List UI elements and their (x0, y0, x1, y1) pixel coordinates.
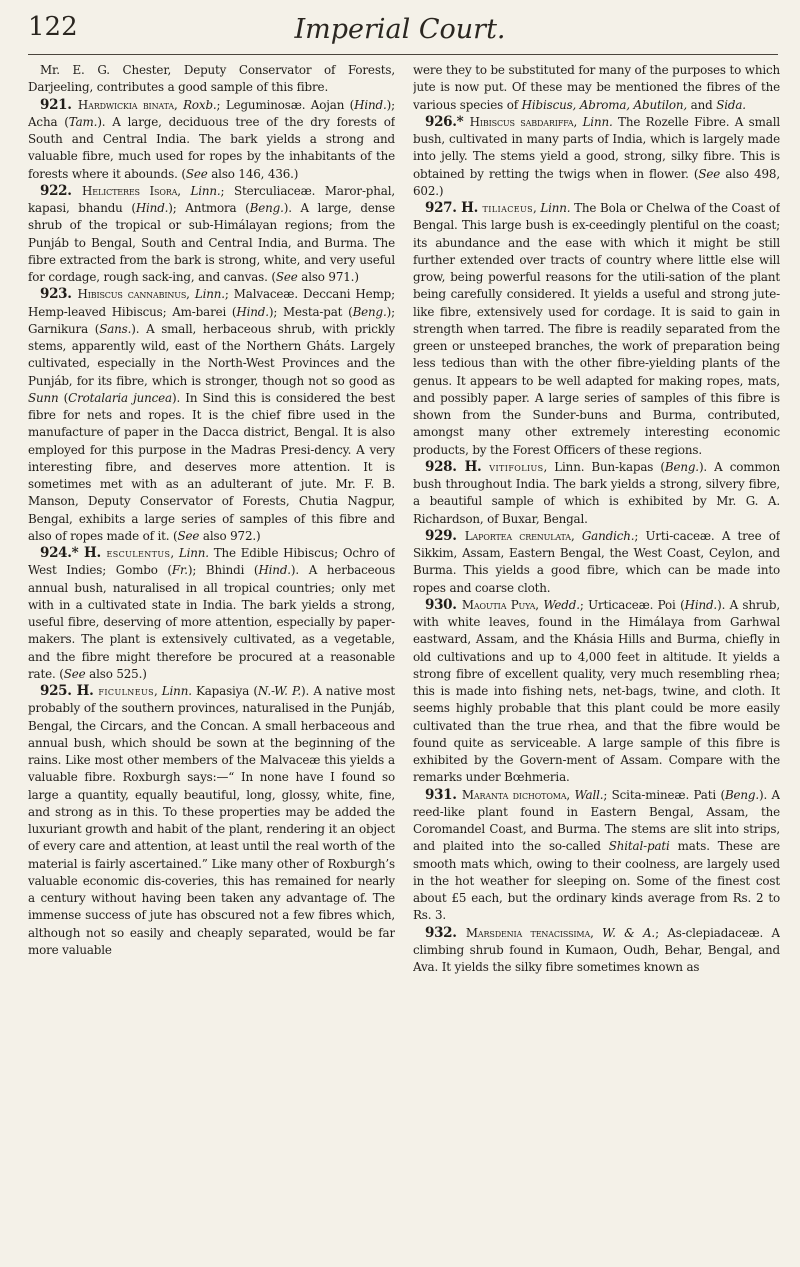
entry-text: The Edible Hibiscus; Ochro of West Indies; Gombo ( (28, 546, 395, 578)
species-name: Maoutia Puya (461, 597, 536, 612)
entry-text: ( (58, 390, 69, 405)
entry-text: Roxb. (183, 97, 217, 112)
entry-text: Sans. (99, 321, 132, 336)
entry-paragraph (28, 97, 395, 183)
entry-number: 930. (425, 596, 462, 613)
right-column (413, 62, 780, 1257)
entry-number: H. (461, 200, 483, 216)
entry-text: ). A large, dense shrub of the tropical or sub-Himálayan regions; from the Punjáb to Bengal, South and Central India, and Burma. The fibre extracted from the bark is strong, white, and very useful for cordage, rough sack-ing, and canvas. ( (28, 201, 395, 284)
entry-text: Hind. (236, 304, 269, 319)
entry-text: Linn. (190, 183, 221, 198)
entry-paragraph (28, 545, 395, 683)
entry-text: Wedd. (543, 597, 580, 612)
entry-number: H. (76, 683, 99, 699)
entry-text: , (174, 97, 184, 112)
entry-paragraph (28, 62, 395, 97)
entry-text: ; Malvaceæ. Deccani Hemp; Hemp-leaved Hibiscus; Am-barei ( (28, 287, 395, 319)
entry-paragraph (413, 787, 780, 925)
entry-text: Sida. (716, 97, 746, 112)
entry-text: The Rozelle Fibre. A small bush, cultivated in many parts of India, which is largely made into jelly. The stems yield a good, strong, silky fibre. This is obtained by retting the twigs when in flower. ( (413, 114, 780, 181)
page-number: 122 (28, 12, 78, 42)
entry-text: , (177, 183, 191, 198)
species-name: Hardwickia binata (77, 97, 174, 112)
entry-text: Mr. E. G. Chester, Deputy Conservator of Forests, Darjeeling, contributes a good sample of this fibre. (28, 63, 395, 95)
entry-text: Beng. (724, 787, 760, 802)
species-name: Hibiscus sabdariffa (469, 114, 574, 129)
entry-text: mats. These are smooth mats which, owing to their coolness, are largely used in the hot weather for sleeping on. Some of the finest cost about £5 each, but the ordinary kinds average from Rs. 2 to Rs. 3. (413, 839, 780, 923)
entry-text: ). A native most probably of the southern provinces, naturalised in the Punjáb, Bengal, the Circars, and the Concan. A small herbaceous and annual bush, which should be sown at the beginning of the rains. Like most other members of the Malvaceæ this yields a valuable fibre. Roxburgh says:—“ In none have I found so large a quantity, equally beautiful, long, glossy, white, fine, and strong as in this. To these properties may be added the luxuriant growth and habit of the plant, rendering it an object of every care and attention, at least until the real worth of the material is fairly ascertained.” Like many other of Roxburgh’s valuable economic dis-coveries, this has remained for nearly a century without having been taken any advantage of. The immense success of jute has obscured not a few fibres which, although not so easily and cheaply separated, would be far more valuable (28, 684, 395, 957)
entry-text: N.-W. P. (257, 684, 302, 698)
entry-text: , (170, 546, 179, 560)
entry-text: ). A reed-like plant found in Eastern Bengal, Assam, the Coromandel Coast, and Burma. The stems are slit into strips, and plaited into the so-called (413, 787, 780, 854)
entry-text: also 146, 436.) (207, 166, 299, 181)
left-column (28, 62, 395, 1257)
entry-paragraph (413, 62, 780, 114)
entry-text: ); Mesta-pat ( (268, 304, 353, 319)
entry-text: ); Acha ( (28, 97, 395, 129)
text-columns (28, 62, 780, 1257)
entry-paragraph (413, 200, 780, 459)
entry-text: ; Leguminosæ. Aojan ( (216, 97, 355, 112)
entry-text: ). A small, herbaceous shrub, with prickly stems, apparently wild, east of the Northern Gháts. Largely cultivated, especially in the North-West Provinces and the Punjáb, for its fibre, which is stronger, though not so good as (28, 321, 395, 388)
entry-text: and (687, 97, 717, 112)
running-head: Imperial Court. (294, 14, 506, 45)
entry-text: Beng. (352, 304, 387, 319)
entry-text: Crotalaria juncea (68, 390, 172, 405)
species-name: Laportea crenulata (464, 528, 571, 543)
entry-text: Linn. (178, 546, 209, 560)
entry-text: Beng. (249, 201, 284, 215)
entry-text: also 525.) (85, 666, 147, 681)
entry-paragraph (28, 286, 395, 545)
entry-text: , (573, 114, 583, 129)
entry-text: See (63, 666, 86, 681)
entry-text: , (153, 684, 162, 698)
entry-text: were they to be substituted for many of the purposes to which jute is now put. Of these may be mentioned the fibres of the various species of (413, 63, 780, 112)
species-name: tiliaceus (482, 201, 534, 215)
entry-number: H. (464, 458, 490, 475)
entry-paragraph (413, 597, 780, 787)
entry-text: See (275, 270, 298, 284)
entry-text: Shital-pati (608, 839, 670, 854)
entry-text: Beng. (664, 459, 699, 474)
entry-text: Hind. (684, 597, 718, 612)
entry-text: Tam. (68, 114, 98, 129)
entry-paragraph (28, 683, 395, 959)
entry-text: Linn. (161, 684, 192, 698)
species-name: vitifolius (489, 459, 544, 474)
entry-text: Gandich. (581, 528, 635, 543)
species-name: Marsdenia tenacissima (465, 925, 591, 940)
entry-number: 929. (425, 527, 465, 544)
entry-text: Hind. (258, 563, 291, 578)
entry-text: ; As-clepiadaceæ. A climbing shrub found in Kumaon, Oudh, Behar, Bengal, and Ava. It yields the silky fibre sometimes known as (413, 925, 780, 974)
entry-text: Hind. (135, 201, 169, 215)
entry-number: 931. (425, 786, 462, 803)
entry-text: Linn. (582, 114, 613, 129)
entry-number: 921. (40, 96, 78, 113)
entry-paragraph (413, 925, 780, 977)
entry-number: 927. (425, 200, 462, 216)
entry-text: ); Antmora ( (168, 201, 250, 215)
entry-text: ; Scita-mineæ. Pati ( (603, 787, 725, 802)
entry-text: ); Bhindi ( (187, 563, 259, 578)
entry-text: also 972.) (199, 528, 261, 543)
entry-text: ). A shrub, with white leaves, found in the Himálaya from Garhwal eastward, Assam, and the Khásia Hills and Burma, chiefly in old cultivations and up to 4,000 feet in altitude. It yields a strong fibre of excellent quality, very much resembling rhea; this is made into fishing nets, net-bags, twine, and cloth. It seems highly probable that this plant could be more easily cultivated than the true rhea, and that the fibre would be found quite as serviceable. A large sample of this fibre is exhibited by the Govern-ment of Assam. Compare with the remarks under Bœhmeria. (413, 597, 780, 785)
entry-text: Hibiscus, Abroma, Abutilon, (521, 97, 688, 112)
entry-text: ); Garnikura ( (28, 304, 395, 336)
entry-text: Hind. (354, 97, 387, 112)
entry-text: ). A common bush throughout India. The bark yields a strong, silvery fibre, a beautiful sample of which is exhibited by Mr. G. A. Richardson, of Buxar, Bengal. (413, 459, 780, 526)
entry-paragraph (413, 114, 780, 200)
entry-text: Linn. (540, 201, 571, 215)
entry-text: See (177, 528, 200, 543)
entry-text: Kapasiya ( (191, 684, 258, 698)
entry-number: 922. (40, 182, 83, 199)
entry-text: Wall. (574, 787, 604, 802)
header-rule (28, 54, 778, 55)
entry-text: , Linn. Bun-kapas ( (543, 459, 665, 474)
species-name: ficulneus (98, 684, 154, 698)
entry-text: , (535, 597, 544, 612)
entry-text: , (570, 528, 582, 543)
entry-text: also 498, 602.) (413, 166, 780, 198)
entry-paragraph (413, 459, 780, 528)
entry-number: 925. (40, 683, 77, 699)
entry-number: 924.* (40, 545, 85, 561)
entry-text: Sunn (28, 390, 59, 405)
entry-text: also 971.) (297, 270, 359, 284)
entry-text: See (698, 166, 721, 181)
entry-text: , (590, 925, 603, 940)
entry-paragraph (28, 183, 395, 287)
entry-number: 928. (425, 458, 465, 475)
entry-text: ). A herbaceous annual bush, naturalised in all tropical countries; only met with in a cultivated state in India. The bark yields a strong, useful fibre, deserving of more attention, especially by paper-makers. The plant is extensively cultivated, as a vegetable, and the fibre might therefore be procured at a reasonable rate. ( (28, 563, 395, 681)
species-name: Hibiscus cannabinus (77, 287, 187, 302)
species-name: esculentus (106, 546, 171, 560)
entry-text: ). In Sind this is considered the best fibre for nets and ropes. It is the chief fibre used in the manufacture of paper in the Dacca district, Bengal. It is also employed for this purpose in the Madras Presi-dency. A very interesting fibre, and deserves more attention. It is sometimes met with as an adulterant of jute. Mr. F. B. Manson, Deputy Conservator of Forests, Chutia Nagpur, Bengal, exhibits a large series of samples of this fibre and also of ropes made of it. ( (28, 390, 395, 543)
entry-text: ; Urticaceæ. Poi ( (579, 597, 685, 612)
entry-number: 932. (425, 924, 466, 941)
species-name: Maranta dichotoma (461, 787, 567, 802)
entry-text: , (566, 787, 575, 802)
entry-text: See (185, 166, 208, 181)
entry-text: Fr. (171, 563, 188, 578)
entry-text: , (186, 287, 195, 302)
entry-text: ). A large, deciduous tree of the dry forests of South and Central India. The bark yields a strong and valuable fibre, much used for ropes by the inhabitants of the forests where it abounds. ( (28, 114, 395, 181)
entry-number: H. (84, 545, 107, 561)
entry-paragraph (413, 528, 780, 597)
species-name: Helicteres Isora (82, 183, 178, 198)
entry-text: Linn. (194, 287, 225, 302)
entry-text: ; Urti-caceæ. A tree of Sikkim, Assam, Eastern Bengal, the West Coast, Ceylon, and Burma. This yields a good fibre, which can be made into ropes and coarse cloth. (413, 528, 780, 595)
entry-number: 923. (40, 286, 78, 303)
entry-number: 926.* (425, 113, 470, 130)
entry-text: W. & A. (602, 925, 656, 940)
entry-text: ; Sterculiaceæ. Maror-phal, kapasi, bhandu ( (28, 183, 395, 215)
entry-text: , (533, 201, 541, 215)
entry-text: The Bola or Chelwa of the Coast of Bengal. This large bush is ex-ceedingly plentiful on the coast; its abundance and the ease with which it might be still further extended over tracts of country where little else will grow, being powerful reasons for the utili-sation of the plant being carefully considered. It yields a useful and strong jute-like fibre, extensively used for cordage. It is said to gain in strength when tarred. The fibre is readily separated from the green or unsteeped branches, the work of preparation being less tedious than with the other fibre-yielding plants of the genus. It appears to be well adapted for making ropes, mats, and possibly paper. A large series of samples of this fibre is shown from the Sunder-buns and Burma, contributed, amongst many other extremely interesting economic products, by the Forest Officers of these regions. (413, 201, 780, 457)
